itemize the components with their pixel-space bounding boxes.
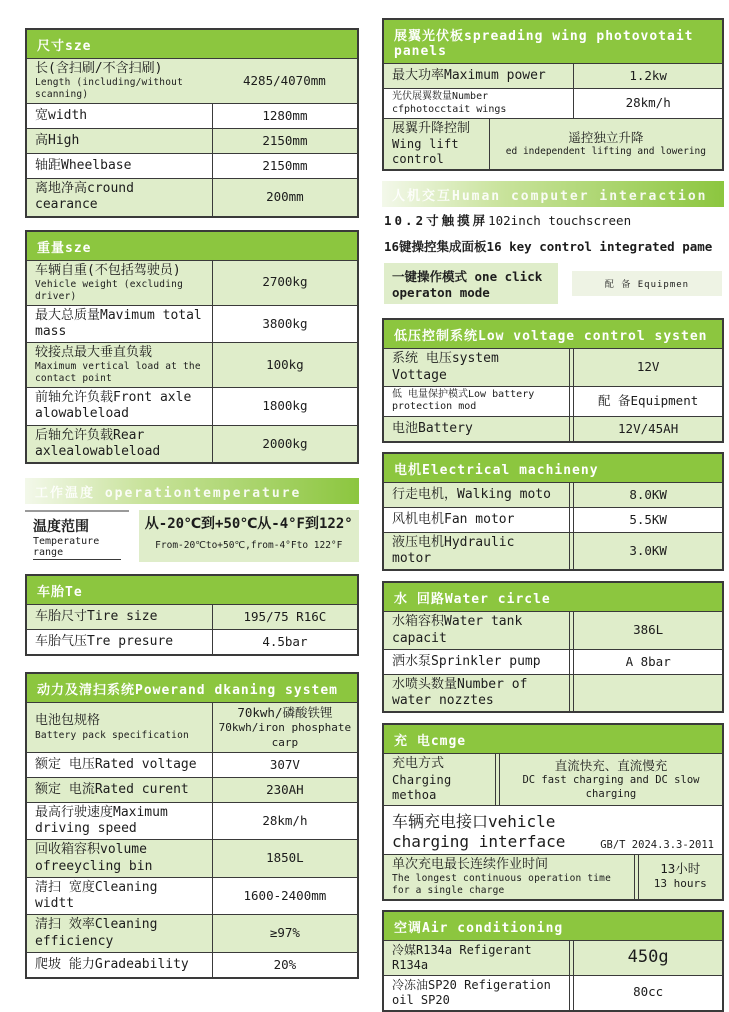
row-value: 2150mm — [262, 157, 308, 173]
power-cleaning-table — [25, 672, 359, 979]
row-label: 系统 电压system Vottage — [392, 351, 499, 383]
row-value: 2700kg — [262, 274, 308, 290]
hci-band: 人机交互Human computer interaction — [382, 181, 724, 207]
row-value: A 8bar — [625, 653, 671, 669]
row-label-en: Length (including/without scanning) — [35, 77, 183, 101]
table-row — [27, 604, 357, 629]
row-label-en: Wing lift control — [392, 137, 459, 167]
row-label: 长(含扫刷/不含扫刷) — [35, 61, 163, 76]
table-row — [27, 629, 357, 654]
table-row — [27, 128, 357, 153]
row-label: 额定 电压Rated voltage — [35, 756, 197, 772]
table-row — [27, 752, 357, 777]
table-row — [27, 952, 357, 977]
row-label-en: Charging methoa — [392, 772, 452, 802]
row-value: 2150mm — [262, 132, 308, 148]
row-value: 195/75 R16C — [243, 608, 327, 624]
temperature-value-en: From-20℃to+50℃,from-4°Fto 122°F — [155, 540, 343, 551]
temperature-label-en: Temperature range — [33, 536, 121, 560]
row-value: 1800kg — [262, 398, 308, 414]
table-row — [27, 103, 357, 128]
row-label: 单次充电最长连续作业时间 — [392, 856, 549, 872]
row-value: 230AH — [266, 781, 304, 797]
row-label: 最高行驶速度Maximum driving speed — [35, 804, 168, 837]
motor-table-title: 电机Electrical machineny — [384, 454, 722, 482]
charging-standard: GB/T 2024.3.3-2011 — [600, 838, 714, 851]
row-label: 液压电机Hydraulic motor — [392, 534, 515, 566]
row-label: 清扫 宽度Cleaning widtt — [35, 879, 158, 912]
table-row — [384, 88, 722, 118]
hci-row-oneclick — [382, 259, 724, 308]
right-column — [382, 18, 724, 1012]
row-label: 车胎气压Tre presure — [35, 633, 174, 649]
row-label: 水箱容积Water tank capacit — [392, 614, 523, 646]
row-label: 光伏展翼数量Number cfphotocctait wings — [392, 91, 507, 115]
row-label: 轴距Wheelbase — [35, 157, 132, 173]
row-value-en: ed independent lifting and lowering — [505, 146, 706, 158]
row-label: 高High — [35, 132, 80, 148]
table-row — [384, 975, 722, 1010]
row-value: ≥97% — [269, 925, 300, 941]
row-label: 最大功率Maximum power — [392, 67, 546, 83]
hci-keypanel-label: 16键操控集成面板16 key control integrated pame — [384, 239, 713, 255]
row-label: 电池包规格 — [35, 713, 101, 729]
row-value: 307V — [269, 756, 300, 772]
hci-touchscreen-zh: 10.2寸触摸屏 — [384, 213, 489, 229]
motor-table — [382, 452, 724, 572]
row-value: 1600-2400mm — [243, 887, 327, 903]
hci-row-touchscreen — [382, 207, 724, 233]
row-value: 100kg — [266, 356, 304, 372]
row-value: 3800kg — [262, 315, 308, 331]
row-value: 4.5bar — [262, 633, 308, 649]
row-value-en: 70kwh/iron phosphate carp — [218, 721, 352, 749]
table-row — [27, 260, 357, 305]
row-label: 风机电机Fan motor — [392, 511, 515, 527]
size-table-title: 尺寸sze — [27, 30, 357, 58]
table-row — [27, 58, 357, 103]
row-label: 清扫 效率Cleaning efficiency — [35, 917, 158, 949]
row-label: 水喷头数量Number of water nozztes — [392, 676, 528, 708]
row-value: 直流快充、直流慢充 — [554, 757, 668, 773]
table-row — [27, 877, 357, 915]
row-label: 电池Battery — [392, 420, 473, 436]
row-label: 额定 电流Rated curent — [35, 781, 189, 797]
row-label: 车胎尺寸Tire size — [35, 608, 158, 624]
row-value: 386L — [633, 622, 664, 638]
row-label: 充电方式 — [392, 756, 445, 772]
row-label: 展翼升降控制 — [392, 121, 471, 136]
size-table — [25, 28, 359, 218]
row-label: 洒水泵Sprinkler pump — [392, 653, 541, 669]
hci-equipment-badge: 配 备 Equipmen — [572, 271, 722, 296]
row-value: 450g — [627, 947, 669, 968]
table-row — [27, 839, 357, 877]
row-value: 28km/h — [625, 95, 671, 111]
ac-table-title: 空调Air conditioning — [384, 912, 722, 940]
table-row — [384, 482, 722, 507]
row-value: 遥控独立升降 — [568, 129, 644, 145]
table-row — [384, 507, 722, 532]
table-row — [27, 914, 357, 952]
table-row — [27, 777, 357, 802]
weight-table — [25, 230, 359, 465]
table-row — [27, 387, 357, 425]
table-row — [27, 153, 357, 178]
row-label: 车辆自重(不包括驾驶员) — [35, 262, 181, 278]
hci-row-keypanel — [382, 233, 724, 259]
lv-table-title: 低压控制系统Low voltage control systen — [384, 320, 722, 348]
row-value: 200mm — [266, 189, 304, 205]
table-row — [384, 854, 722, 899]
table-row — [384, 532, 722, 570]
row-label: 车辆充电接口vehicle charging interface — [392, 811, 566, 851]
water-table — [382, 581, 724, 713]
table-row — [27, 425, 357, 463]
table-row — [384, 416, 722, 441]
row-value: 12V/45AH — [618, 420, 679, 436]
table-row — [384, 674, 722, 712]
temperature-band: 工作温度 operationtemperature — [25, 478, 359, 504]
row-label: 宽width — [35, 107, 88, 123]
row-label-en: Maximum vertical load at the contact point — [35, 361, 201, 385]
row-value: 13小时 — [660, 861, 701, 877]
pv-table-title: 展翼光伏板spreading wing photovotait panels — [384, 20, 722, 63]
row-value: 5.5KW — [629, 511, 667, 527]
low-voltage-table — [382, 318, 724, 443]
row-value: 20% — [273, 956, 297, 972]
power-table-title: 动力及清扫系统Powerand dkaning system — [27, 674, 357, 702]
table-row — [27, 305, 357, 343]
water-table-title: 水 回路Water circle — [384, 583, 722, 611]
row-label: 后轴允许负载Rear axlealowableload — [35, 427, 161, 459]
row-value: 配 备Equipment — [598, 393, 699, 409]
row-label: 爬坡 能力Gradeability — [35, 956, 189, 972]
row-label: 较接点最大垂直负载 — [35, 345, 153, 360]
row-label: 前轴允许负载Front axle alowableload — [35, 390, 192, 422]
weight-table-title: 重量sze — [27, 232, 357, 260]
table-row — [384, 649, 722, 674]
row-value: 2000kg — [262, 435, 308, 451]
row-value: 3.0KW — [629, 542, 667, 558]
row-value: 1280mm — [262, 107, 308, 123]
row-value: 1.2kw — [629, 67, 667, 83]
row-value: 8.0KW — [629, 486, 667, 502]
table-row — [384, 805, 722, 854]
table-row — [27, 342, 357, 387]
row-label-en: The longest continuous operation time for a single charge — [392, 872, 612, 896]
charging-table — [382, 723, 724, 900]
row-label-en: Vehicle weight (excluding driver) — [35, 278, 183, 302]
hci-oneclick-label: 一键操作模式 one click operaton mode — [384, 263, 558, 304]
left-column — [25, 28, 359, 979]
table-row — [384, 386, 722, 416]
temperature-value — [139, 510, 359, 562]
row-value-en: DC fast charging and DC slow charging — [522, 773, 700, 800]
table-row — [384, 940, 722, 975]
table-row — [27, 802, 357, 840]
table-row — [27, 178, 357, 216]
row-value-en: 13 hours — [653, 877, 707, 891]
temperature-value-zh: 从-20℃到+50℃从-4°F到122° — [144, 516, 353, 532]
table-row — [384, 63, 722, 88]
row-label: 冷冻油SP20 Refigeration oil SP20 — [392, 977, 551, 1007]
tire-table — [25, 574, 359, 656]
row-value: 80cc — [633, 984, 664, 1000]
temperature-section — [25, 478, 359, 562]
row-label: 最大总质量Mavimum total mass — [35, 307, 202, 339]
tire-table-title: 车胎Te — [27, 576, 357, 604]
hci-touchscreen-en: 102inch touchscreen — [488, 213, 632, 229]
row-label: 离地净高cround cearance — [35, 181, 134, 213]
row-label: 低 电量保护模式Low battery protection mod — [392, 388, 535, 413]
temperature-label-zh: 温度范围 — [33, 519, 89, 535]
row-label: 回收箱容积volume ofreeycling bin — [35, 842, 153, 874]
row-value: 28km/h — [262, 812, 308, 828]
table-row — [384, 118, 722, 169]
row-label: 行走电机，Walking moto — [392, 486, 551, 502]
table-row — [384, 348, 722, 386]
hci-section — [382, 181, 724, 308]
row-value: 1850L — [266, 850, 304, 866]
row-value: 12V — [636, 359, 660, 375]
row-label: 冷媒R134a Refigerant R134a — [392, 942, 532, 972]
table-row — [27, 702, 357, 752]
row-value: 70kwh/磷酸铁锂 — [237, 705, 333, 720]
air-conditioning-table — [382, 910, 724, 1012]
table-row — [384, 611, 722, 649]
charging-table-title: 充 电cmge — [384, 725, 722, 753]
temperature-label — [25, 510, 129, 562]
photovoltaic-table — [382, 18, 724, 171]
row-label-en: Battery pack specification — [35, 729, 189, 741]
row-value: 4285/4070mm — [243, 72, 326, 88]
